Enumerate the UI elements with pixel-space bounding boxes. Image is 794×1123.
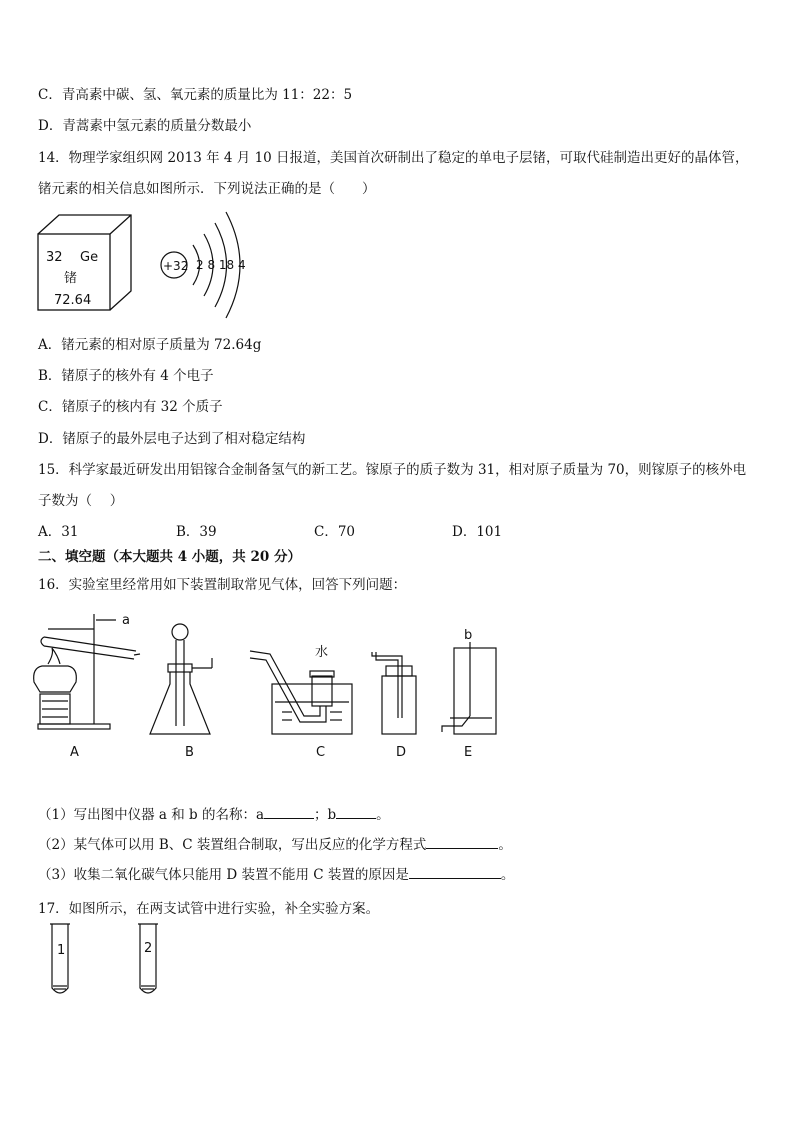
caption-d: D <box>396 745 407 760</box>
q15-stem-line2: 子数为（ ） <box>38 493 124 509</box>
q17-stem: 17．如图所示，在两支试管中进行实验，补全实验方案。 <box>38 901 380 917</box>
q13-option-d: D．青蒿素中氢元素的质量分数最小 <box>38 118 252 134</box>
apparatus-a <box>34 614 140 729</box>
electron-shells: 2 8 18 4 <box>196 258 246 272</box>
q13-option-c: C．青高素中碳、氢、氧元素的质量比为 11：22：5 <box>38 87 353 103</box>
q16-sub3: （3）收集二氧化碳气体只能用 D 装置不能用 C 装置的原因是 。 <box>38 867 515 883</box>
apparatus-e <box>442 642 496 734</box>
test-tube-2 <box>138 924 158 993</box>
q15-option-c: C．70 <box>314 524 356 540</box>
q14-stem-line2: 锗元素的相关信息如图所示．下列说法正确的是（ ） <box>38 181 376 197</box>
tube-label-2: 2 <box>144 941 153 956</box>
label-a: a <box>122 613 130 628</box>
apparatus-d <box>372 652 416 734</box>
caption-c: C <box>316 745 326 760</box>
element-mass: 72.64 <box>54 293 92 308</box>
answer-blank-a[interactable] <box>264 805 314 819</box>
q15-option-a: A．31 <box>38 524 79 540</box>
q14-option-b: B．锗原子的核外有 4 个电子 <box>38 368 214 384</box>
q14-option-c: C．锗原子的核内有 32 个质子 <box>38 399 223 415</box>
germanium-figure <box>36 204 256 324</box>
test-tube-1 <box>50 924 70 993</box>
label-water: 水 <box>315 645 329 660</box>
caption-e: E <box>464 745 473 760</box>
nucleus-charge: +32 <box>163 259 189 273</box>
element-symbol: Ge <box>80 250 99 265</box>
lab-apparatus-figure <box>30 606 510 764</box>
q15-stem-line1: 15．科学家最近研发出用铝镓合金制备氢气的新工艺。镓原子的质子数为 31，相对原子质量为 70，则镓原子的核外电 <box>38 462 747 478</box>
q14-option-a: A．锗元素的相对原子质量为 72.64g <box>38 337 262 353</box>
answer-blank-equation[interactable] <box>426 835 498 849</box>
apparatus-c <box>250 651 352 734</box>
q14-stem-line1: 14．物理学家组织网 2013 年 4 月 10 日报道，美国首次研制出了稳定的单电子层锗，可取代硅制造出更好的晶体管， <box>38 150 749 166</box>
q16-stem: 16．实验室里经常用如下装置制取常见气体，回答下列问题： <box>38 577 407 593</box>
element-name: 锗 <box>64 271 78 286</box>
answer-blank-reason[interactable] <box>409 865 501 879</box>
answer-blank-b[interactable] <box>336 805 376 819</box>
caption-b: B <box>185 745 194 760</box>
q14-option-d: D．锗原子的最外层电子达到了相对稳定结构 <box>38 431 306 447</box>
q16-sub2: （2）某气体可以用 B、C 装置组合制取，写出反应的化学方程式 。 <box>38 837 512 853</box>
section-heading: 二、填空题（本大题共 4 小题，共 20 分） <box>38 549 301 565</box>
element-number: 32 <box>46 250 63 265</box>
tube-label-1: 1 <box>57 943 66 958</box>
q15-option-d: D．101 <box>452 524 503 540</box>
apparatus-b <box>150 624 212 734</box>
q16-sub1: （1）写出图中仪器 a 和 b 的名称：a ；b 。 <box>38 807 390 823</box>
label-b: b <box>464 628 473 643</box>
test-tubes-figure <box>44 920 174 1000</box>
caption-a: A <box>70 745 79 760</box>
q15-option-b: B．39 <box>176 524 217 540</box>
